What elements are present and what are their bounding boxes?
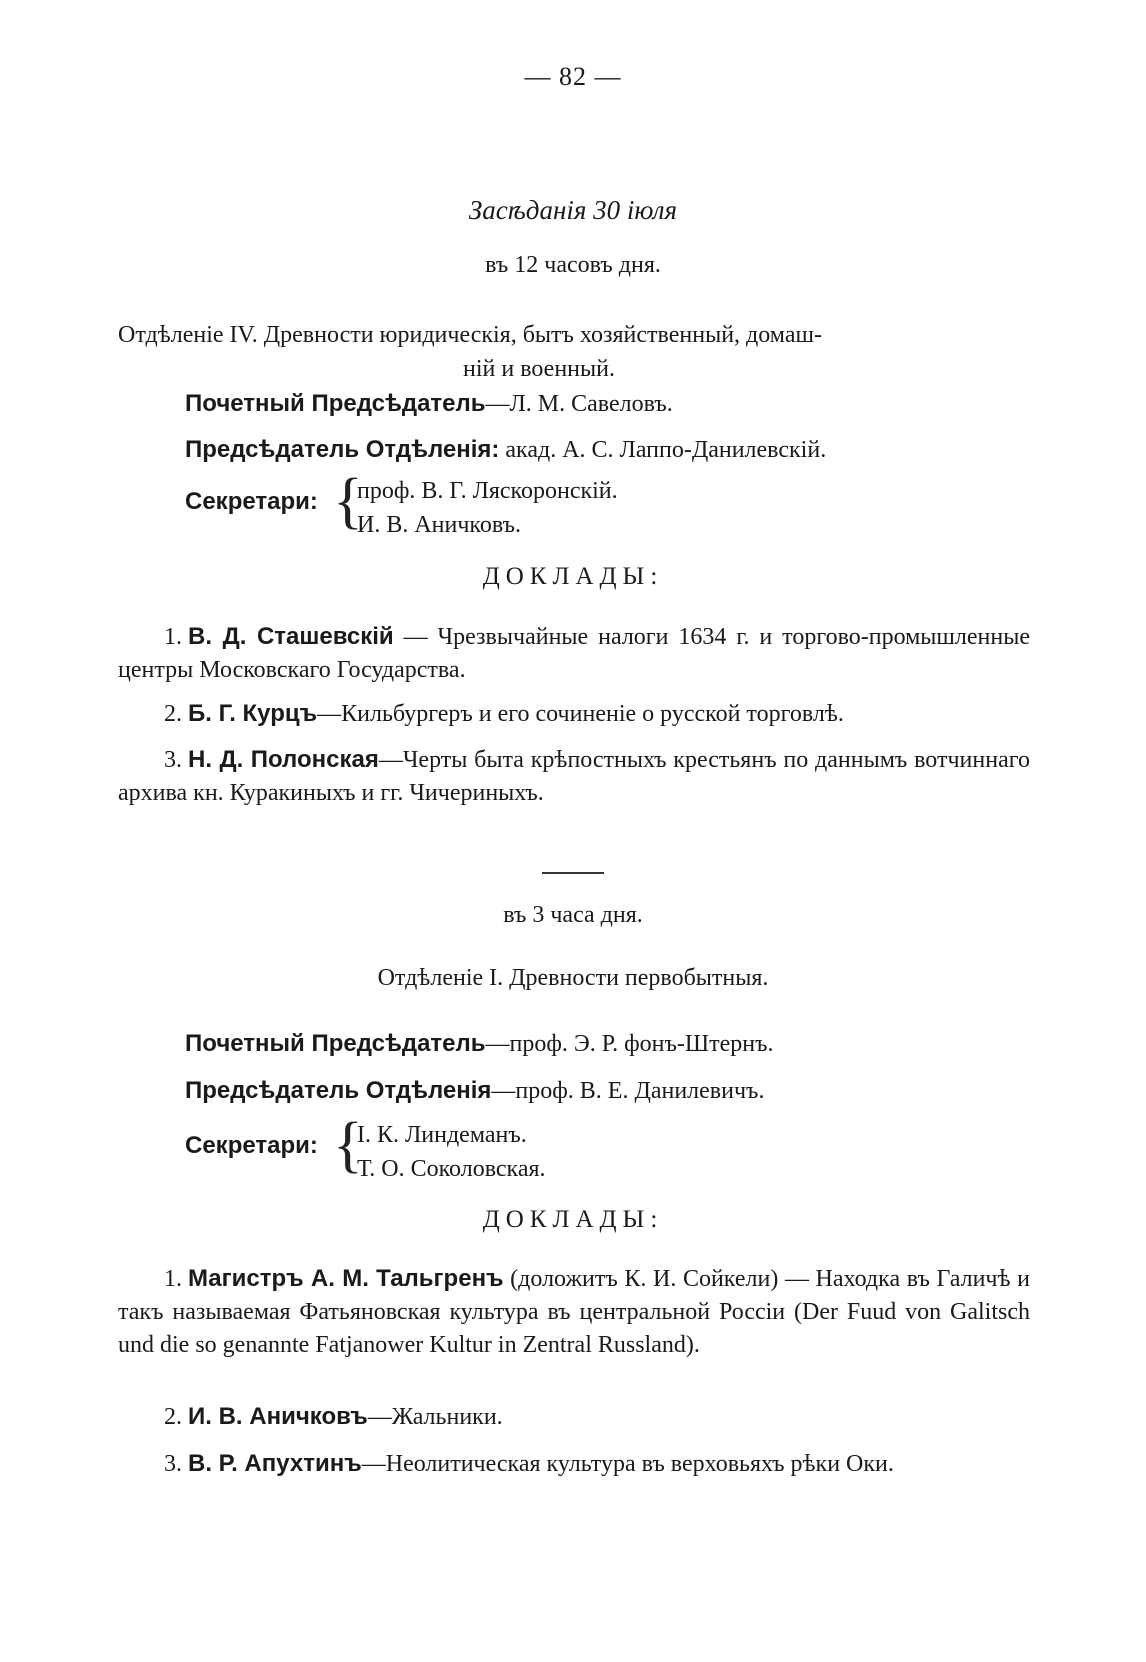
report-item [118,1400,1030,1434]
report-item [118,697,1030,731]
reports-heading: ДОКЛАДЫ: [482,1206,664,1233]
secretary-name: Т. О. Соколовская. [357,1156,546,1182]
report-author: В. Д. Сташевскій [188,623,394,650]
report-title: — Чрезвычайные налоги 1634 г. и торгово-промышленные центры Московскаго Государства. [118,624,1030,683]
secretary-name: I. К. Линдеманъ. [357,1122,527,1148]
report-author: В. Р. Апухтинъ [188,1450,362,1477]
session-time-afternoon: въ 3 часа дня. [503,902,643,928]
department-iv-line1: Отдѣленіе IV. Древности юридическія, бытъ хозяйственный, домаш- [118,322,822,348]
report-title: —Кильбургеръ и его сочиненіе о русской торговлѣ. [317,701,844,727]
section-divider [542,872,604,874]
chair-value: —проф. В. Е. Данилевичъ. [491,1078,765,1104]
secretaries-names [357,474,618,542]
page-number: — 82 — [524,62,622,91]
honorary-chair-1 [185,390,673,418]
report-author: И. В. Аничковъ [188,1403,368,1430]
report-number: 3. [164,1451,182,1477]
report-item [118,620,1030,687]
chair-label: Предсѣдатель Отдѣленія [185,1077,492,1104]
honorary-chair-value: —проф. Э. Р. фонъ-Штернъ. [485,1031,774,1057]
brace-icon: { [333,1111,363,1179]
honorary-chair-2 [185,1030,774,1058]
report-author: Б. Г. Курцъ [188,700,318,727]
report-number: 2. [164,1404,182,1430]
report-title: —Черты быта крѣпостныхъ крестьянъ по даннымъ вотчиннаго архива кн. Куракиныхъ и гг. Чичериныхъ. [118,747,1030,806]
secretary-name: И. В. Аничковъ. [357,512,522,538]
report-item [118,1262,1030,1362]
report-item [118,1447,1030,1481]
honorary-chair-label: Почетный Предсѣдатель [185,1030,486,1057]
secretaries-label: Секретари: [185,1132,318,1159]
secretaries-1 [185,467,885,546]
honorary-chair-label: Почетный Предсѣдатель [185,390,486,417]
secretary-name: проф. В. Г. Ляскоронскій. [357,478,618,504]
chair-value: акад. А. С. Лаппо-Данилевскій. [499,437,827,463]
report-title: (доложитъ К. И. Сойкели) — Находка въ Галичѣ и такъ называемая Фатьяновская культура въ центральной Россіи (Der Fuud von Galitsch und die so genannte Fatjanower Kultur in Zentral Russland). [118,1266,1030,1358]
report-number: 2. [164,701,182,727]
report-title: —Неолитическая культура въ верховьяхъ рѣки Оки. [361,1451,894,1477]
report-number: 3. [164,747,182,773]
report-number: 1. [164,1266,182,1292]
chair-1 [185,436,826,464]
report-author: Н. Д. Полонская [188,746,379,773]
department-iv [118,318,1030,386]
brace-icon: { [333,467,363,535]
department-iv-line2: ній и военный. [463,356,615,382]
reports-heading: ДОКЛАДЫ: [482,563,664,590]
department-i: Отдѣленіе I. Древности первобытныя. [377,965,769,991]
chair-label: Предсѣдатель Отдѣленія: [185,436,500,463]
session-time-noon: въ 12 часовъ дня. [485,252,661,278]
secretaries-label: Секретари: [185,488,318,515]
secretaries-2 [185,1111,885,1190]
report-title: —Жальники. [367,1404,503,1430]
report-number: 1. [164,624,182,650]
secretaries-names [357,1118,546,1186]
report-item [118,743,1030,810]
chair-2 [185,1077,764,1105]
honorary-chair-value: —Л. М. Савеловъ. [485,391,673,417]
report-author: Магистръ А. М. Тальгренъ [188,1265,504,1292]
session-title: Засѣданія 30 іюля [468,195,678,225]
